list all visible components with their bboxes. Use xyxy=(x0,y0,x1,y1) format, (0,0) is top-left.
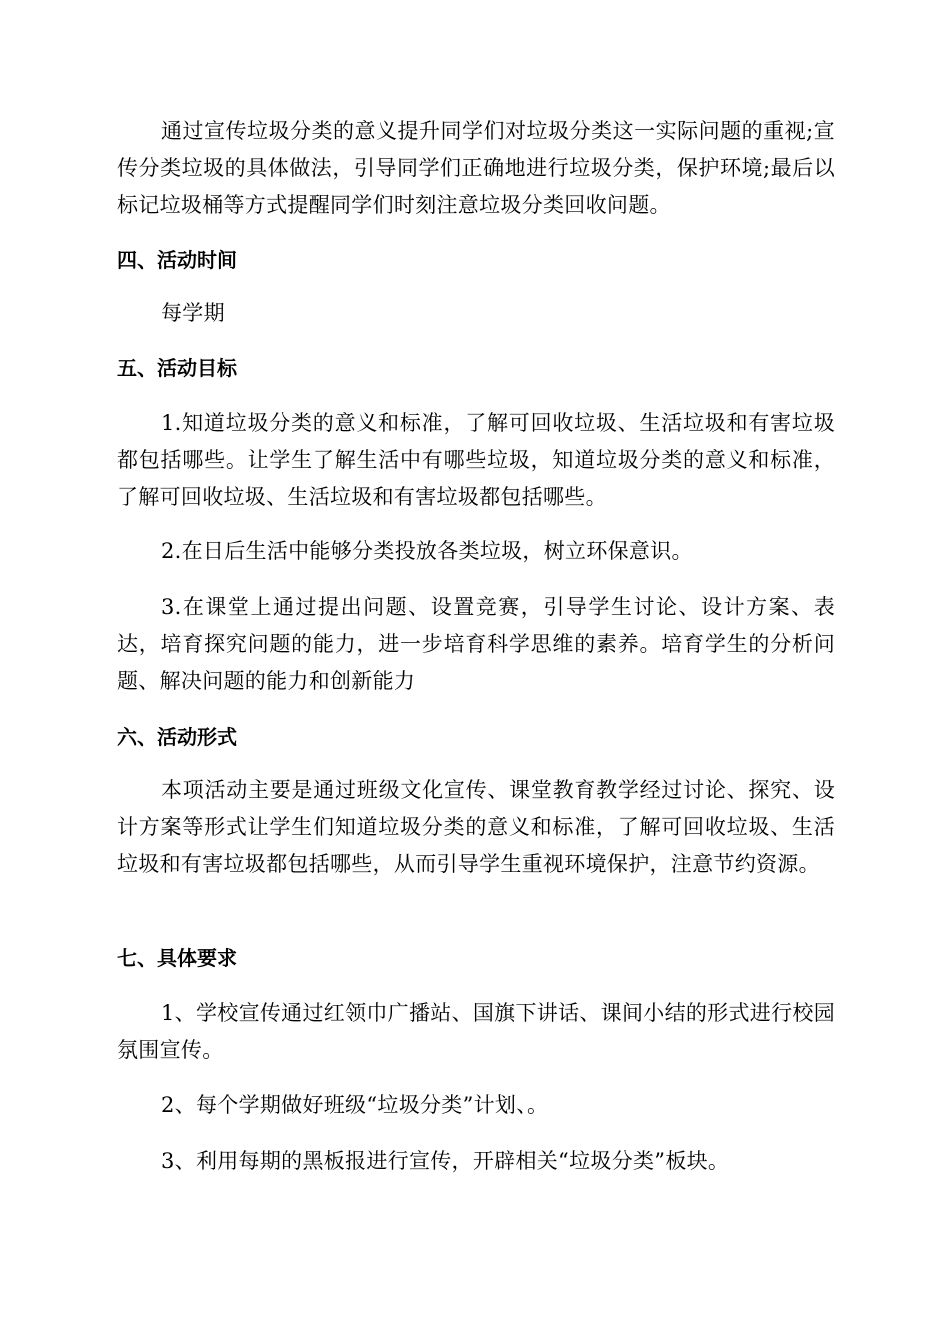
section-5-item-3-block xyxy=(117,589,835,700)
section-7-heading: 七、具体要求 xyxy=(117,946,237,970)
section-7-item-2-block xyxy=(117,1087,835,1124)
section-5-item-2: 2.在日后生活中能够分类投放各类垃圾，树立环保意识。 xyxy=(161,539,693,563)
section-4-paragraph-block xyxy=(117,295,835,332)
section-5-item-1-block xyxy=(117,405,835,516)
section-4-heading-block xyxy=(117,245,835,275)
section-4-heading: 四、活动时间 xyxy=(117,248,237,272)
section-7-item-3-block xyxy=(117,1143,835,1180)
intro-paragraph: 通过宣传垃圾分类的意义提升同学们对垃圾分类这一实际问题的重视;宣传分类垃圾的具体做法，引导同学们正确地进行垃圾分类，保护环境;最后以标记垃圾桶等方式提醒同学们时刻注意垃圾分类回收问题。 xyxy=(117,119,835,217)
section-4-paragraph: 每学期 xyxy=(161,301,225,325)
section-7-item-1: 1、学校宣传通过红领巾广播站、国旗下讲话、课间小结的形式进行校园氛围宣传。 xyxy=(117,1001,835,1062)
section-7-item-2: 2、每个学期做好班级“垃圾分类”计划、。 xyxy=(161,1093,549,1117)
section-7-item-3: 3、利用每期的黑板报进行宣传，开辟相关“垃圾分类”板块。 xyxy=(161,1149,730,1173)
intro-paragraph-block xyxy=(117,113,835,224)
section-7-item-1-block xyxy=(117,995,835,1069)
section-5-item-1: 1.知道垃圾分类的意义和标准，了解可回收垃圾、生活垃圾和有害垃圾都包括哪些。让学生了解生活中有哪些垃圾，知道垃圾分类的意义和标准，了解可回收垃圾、生活垃圾和有害垃圾都包括哪些。 xyxy=(117,411,835,509)
section-6-paragraph: 本项活动主要是通过班级文化宣传、课堂教育教学经过讨论、探究、设计方案等形式让学生们知道垃圾分类的意义和标准，了解可回收垃圾、生活垃圾和有害垃圾都包括哪些，从而引导学生重视环境保护，注意节约资源。 xyxy=(117,778,835,876)
section-5-item-3: 3.在课堂上通过提出问题、设置竞赛，引导学生讨论、设计方案、表达，培育探究问题的能力，进一步培育科学思维的素养。培育学生的分析问题、解决问题的能力和创新能力 xyxy=(117,595,835,693)
section-5-heading-block xyxy=(117,353,835,383)
section-5-item-2-block xyxy=(117,533,835,570)
section-7-heading-block xyxy=(117,943,835,973)
section-5-heading: 五、活动目标 xyxy=(117,356,237,380)
section-6-heading: 六、活动形式 xyxy=(117,725,237,749)
section-6-heading-block xyxy=(117,722,835,752)
section-6-paragraph-block xyxy=(117,772,835,883)
